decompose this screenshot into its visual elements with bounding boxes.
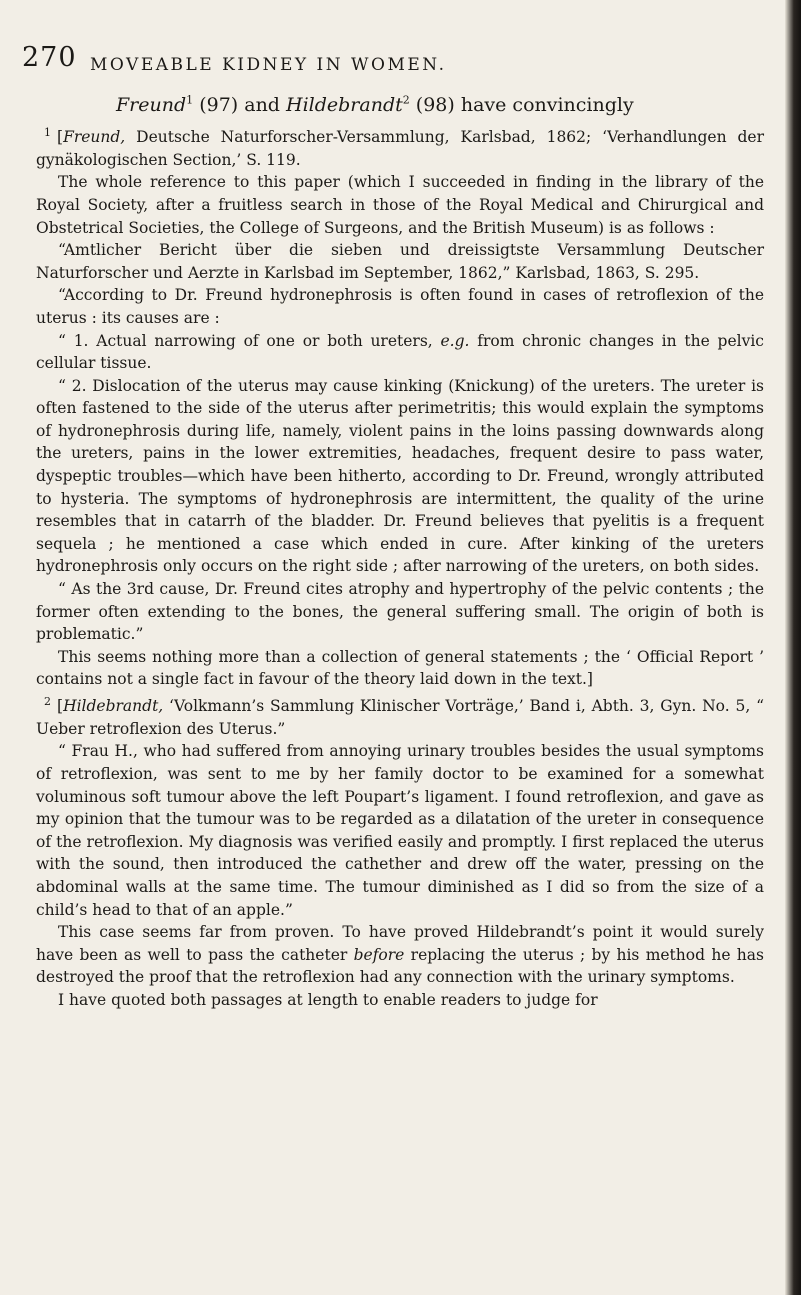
- footnote-1-paragraph: “ 2. Dislocation of the uterus may cause kinking (Knickung) of the ureters. The ureter is often fastened to the side of the uterus after perimetritis; this would explain the symptoms of hydronephrosis during life, namely, violent pains in the loins passing downwards along the ureters, pains in the lower extremities, headaches, frequent desire to pass water, dyspeptic troubles—which have been hitherto, according to Dr. Freund, wrongly attributed to hysteria. The symptoms of hydronephrosis are intermittent, the quality of the urine resembles that in catarrh of the bladder. Dr. Freund believes that pyelitis is a frequent sequela ; he mentioned a case which ended in cure. After kinking of the ureters hydronephrosis only occurs on the right side ; after narrowing of the ureters, on both sides.: [36, 376, 764, 576]
- lead-text-1: (97) and: [193, 94, 287, 116]
- footnote-1-paragraph: [36, 330, 764, 375]
- italic-run: before: [353, 945, 405, 964]
- lead-text-2: (98) have convincingly: [409, 94, 634, 116]
- footnote-1-source: Deutsche Naturforscher-Versammlung, Karlsbad, 1862; ‘Verhandlungen der gynäkologischen Section,’ S. 119.: [36, 128, 764, 169]
- footnote-2-paragraph: “ Frau H., who had suffered from annoying urinary troubles besides the usual symptoms of retroflexion, was sent to me by her family doctor to be examined for a somewhat voluminous soft tumour above the left Poupart’s ligament. I found retroflexion, and gave as my opinion that the tumour was to be regarded as a dilatation of the ureter in consequence of the retroflexion. My diagnosis was verified easily and promptly. I first replaced the uterus with the sound, then introduced the cathether and drew off the water, pressing on the abdominal walls at the same time. The tumour diminished as I did so from the size of a child’s head to that of an apple.”: [36, 742, 764, 919]
- footnote-2-paragraph: I have quoted both passages at length to enable readers to judge for: [58, 990, 598, 1009]
- author-freund: Freund: [116, 94, 187, 116]
- footnote-2-citation: [36, 691, 764, 740]
- footnote-1-paragraph: The whole reference to this paper (which I succeeded in finding in the library of the Royal Society, after a fruitless search in those of the Royal Medical and Chirurgical and Obstetrical Societies, the College of Surgeons, and the British Museum) is as follows :: [36, 173, 764, 237]
- author-hildebrandt: Hildebrandt: [286, 94, 403, 116]
- footnote-1-citation: [36, 122, 764, 171]
- footnote-ref-2: 2: [402, 93, 410, 107]
- footnote-1-author: Freund,: [63, 128, 126, 147]
- page-body: [36, 92, 764, 1011]
- footnote-2-number: 2: [44, 695, 51, 708]
- footnote-1-number: 1: [44, 126, 51, 139]
- footnote-1-paragraph: “According to Dr. Freund hydronephrosis is often found in cases of retroflexion of the uterus : its causes are :: [36, 286, 764, 327]
- lead-line: [116, 92, 764, 118]
- page-header: [22, 42, 762, 82]
- running-title: MOVEABLE KIDNEY IN WOMEN.: [90, 55, 447, 75]
- footnote-ref-1: 1: [186, 93, 194, 107]
- page-number: 270: [22, 42, 77, 73]
- footnote-1-paragraph: “ As the 3rd cause, Dr. Freund cites atrophy and hypertrophy of the pelvic contents ; the former often extending to the bones, the general suffering small. The origin of both is problematic.”: [36, 580, 764, 644]
- footnote-1-paragraph: This seems nothing more than a collection of general statements ; the ‘ Official Report ’ contains not a single fact in favour of the theory laid down in the text.]: [36, 647, 764, 689]
- footnote-2-source: ‘Volkmann’s Sammlung Klinischer Vorträge,’ Band i, Abth. 3, Gyn. No. 5, “ Ueber retroflexion des Uterus.”: [36, 697, 764, 738]
- footnote-2-author: Hildebrandt,: [63, 697, 164, 716]
- text-run: replacing the uterus ; by his method he has destroyed the proof that the retroflexion had any connection with the urinary symptoms.: [36, 945, 764, 987]
- text-run: from chronic changes in the pelvic cellular tissue.: [36, 331, 764, 373]
- footnote-2-paragraph: [36, 921, 764, 989]
- text-run: This case seems far from proven. To have proved Hildebrandt’s point it would surely have been as well to pass the catheter: [36, 923, 764, 964]
- page-binding-edge: [785, 0, 801, 1295]
- footnote-1-paragraph: “Amtlicher Bericht über die sieben und dreissigtste Versammlung Deutscher Naturforscher und Aerzte in Karlsbad im September, 1862,” Karlsbad, 1863, S. 295.: [36, 241, 764, 282]
- italic-run: e.g.: [440, 331, 470, 350]
- text-run: “ 1. Actual narrowing of one or both ureters,: [58, 331, 441, 350]
- bracket-open: [: [57, 128, 64, 147]
- bracket-open: [: [57, 697, 64, 716]
